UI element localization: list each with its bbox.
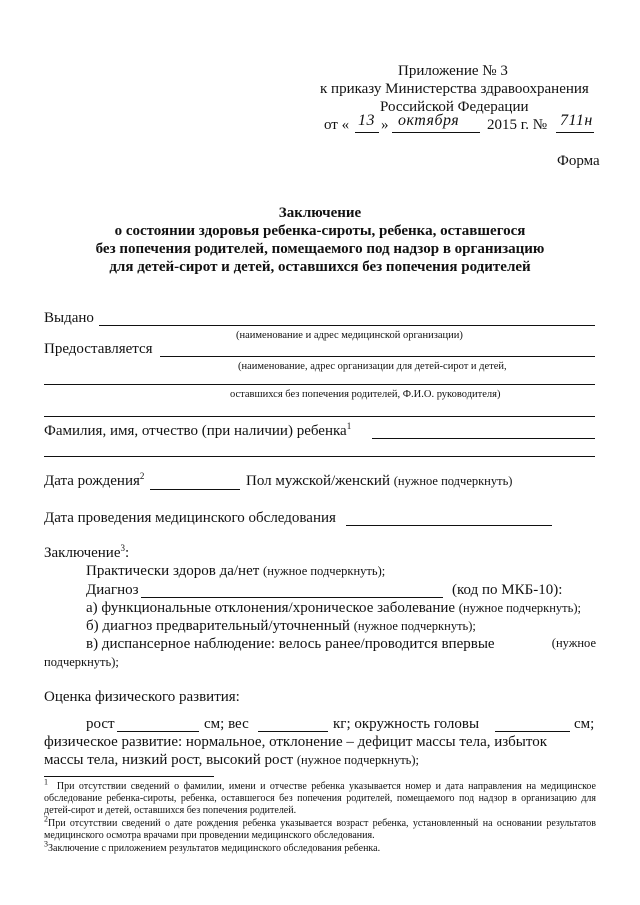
provided-label: Предоставляется bbox=[44, 341, 153, 357]
child-name-field-2[interactable] bbox=[44, 456, 595, 457]
height-field[interactable] bbox=[117, 731, 199, 732]
number-underline bbox=[556, 132, 594, 133]
physical-development-line-2: массы тела, низкий рост, высокий рост (нужное подчеркнуть); bbox=[44, 752, 420, 768]
option-a-hint: (нужное подчеркнуть); bbox=[458, 601, 581, 615]
diagnosis-field[interactable] bbox=[141, 597, 443, 598]
provided-field-2[interactable] bbox=[44, 384, 595, 385]
birth-date-field[interactable] bbox=[150, 489, 240, 490]
head-circumference-field[interactable] bbox=[495, 731, 570, 732]
document-title: Заключение bbox=[278, 205, 362, 221]
physical-hint: (нужное подчеркнуть); bbox=[296, 753, 420, 767]
issued-hint: (наименование и адрес медицинской организации) bbox=[236, 330, 463, 341]
healthy-hint: (нужное подчеркнуть); bbox=[263, 564, 386, 578]
option-a: а) функциональные отклонения/хроническое заболевание (нужное подчеркнуть); bbox=[86, 600, 581, 616]
provided-field-3[interactable] bbox=[44, 416, 595, 417]
icd-code-label: (код по МКБ-10): bbox=[452, 582, 563, 598]
option-c: в) диспансерное наблюдение: велось ранее/проводится впервые (нужное bbox=[86, 636, 596, 652]
footnote-separator bbox=[44, 776, 214, 777]
head-cm-label: см; bbox=[574, 716, 595, 732]
child-name-label: Фамилия, имя, отчество (при наличии) ребенка$^1$ bbox=[44, 421, 352, 439]
option-b-hint: (нужное подчеркнуть); bbox=[353, 619, 476, 633]
weight-label: см; вес bbox=[204, 716, 249, 732]
issued-field[interactable] bbox=[99, 325, 595, 326]
title-line-3: для детей-сирот и детей, оставшихся без попечения родителей bbox=[109, 259, 531, 275]
order-number: 711н bbox=[560, 112, 593, 129]
month-underline bbox=[392, 132, 480, 133]
date-day: 13 bbox=[358, 112, 375, 129]
weight-field[interactable] bbox=[258, 731, 328, 732]
date-month: октября bbox=[398, 112, 460, 129]
sex-hint: (нужное подчеркнуть) bbox=[393, 474, 513, 488]
physical-title: Оценка физического развития: bbox=[44, 689, 240, 705]
height-label: рост bbox=[86, 716, 115, 732]
healthy-line: Практически здоров да/нет (нужное подчеркнуть); bbox=[86, 563, 386, 579]
option-b: б) диагноз предварительный/уточненный (нужное подчеркнуть); bbox=[86, 618, 476, 634]
form-label: Форма bbox=[557, 153, 600, 169]
option-c-hint-2: подчеркнуть); bbox=[44, 655, 119, 669]
footnote-ref-2: 2 bbox=[139, 471, 145, 481]
sex-label: Пол мужской/женский (нужное подчеркнуть) bbox=[246, 473, 513, 489]
footnote-3: $^3$Заключение с приложением результатов медицинского обследования ребенка. bbox=[44, 839, 381, 854]
provided-hint-1: (наименование, адрес организации для детей-сирот и детей, bbox=[238, 361, 507, 372]
date-year-number-label: 2015 г. № bbox=[487, 117, 548, 133]
physical-development-line-1: физическое развитие: нормальное, отклонение – дефицит массы тела, избыток bbox=[44, 734, 548, 750]
day-underline bbox=[355, 132, 379, 133]
footnote-1: $^1$ При отсутствии сведений о фамилии, имени и отчестве ребенка указывается номер и дата направления на медицинское обследование ребенка-сироты, ребенка, оставшегося без попечения родителей, помещаемого под надзор в организацию для детей-сирот и детей, оставшихся без попечения родителей. bbox=[44, 777, 596, 816]
footnote-ref-3: 3 bbox=[120, 543, 125, 553]
title-line-1: о состоянии здоровья ребенка-сироты, ребенка, оставшегося bbox=[114, 223, 526, 239]
child-name-field[interactable] bbox=[372, 438, 595, 439]
order-federation: Российской Федерации bbox=[380, 99, 529, 115]
footnote-ref-1: 1 bbox=[346, 421, 352, 431]
diagnosis-label: Диагноз bbox=[86, 582, 139, 598]
head-circumference-label: кг; окружность головы bbox=[333, 716, 480, 732]
provided-field-1[interactable] bbox=[160, 356, 595, 357]
order-ministry: к приказу Министерства здравоохранения bbox=[320, 81, 589, 97]
provided-hint-2: оставшихся без попечения родителей, Ф.И.О. руководителя) bbox=[230, 389, 501, 400]
date-prefix: от « bbox=[324, 117, 350, 133]
option-c-hint: (нужное bbox=[551, 636, 596, 650]
exam-date-label: Дата проведения медицинского обследования bbox=[44, 510, 336, 526]
conclusion-label: Заключение$^3$: bbox=[44, 543, 130, 561]
appendix-number: Приложение № 3 bbox=[398, 63, 508, 79]
title-line-2: без попечения родителей, помещаемого под надзор в организацию bbox=[95, 241, 545, 257]
birth-date-label: Дата рождения$^2$ bbox=[44, 471, 145, 489]
issued-label: Выдано bbox=[44, 310, 94, 326]
footnote-2: $^2$При отсутствии сведений о дате рождения ребенка указывается возраст ребенка, установленный на основании результатов медицинского осмотра врачами при проведении медицинского обследования. bbox=[44, 814, 596, 841]
date-day-close: » bbox=[381, 117, 389, 133]
exam-date-field[interactable] bbox=[346, 525, 552, 526]
